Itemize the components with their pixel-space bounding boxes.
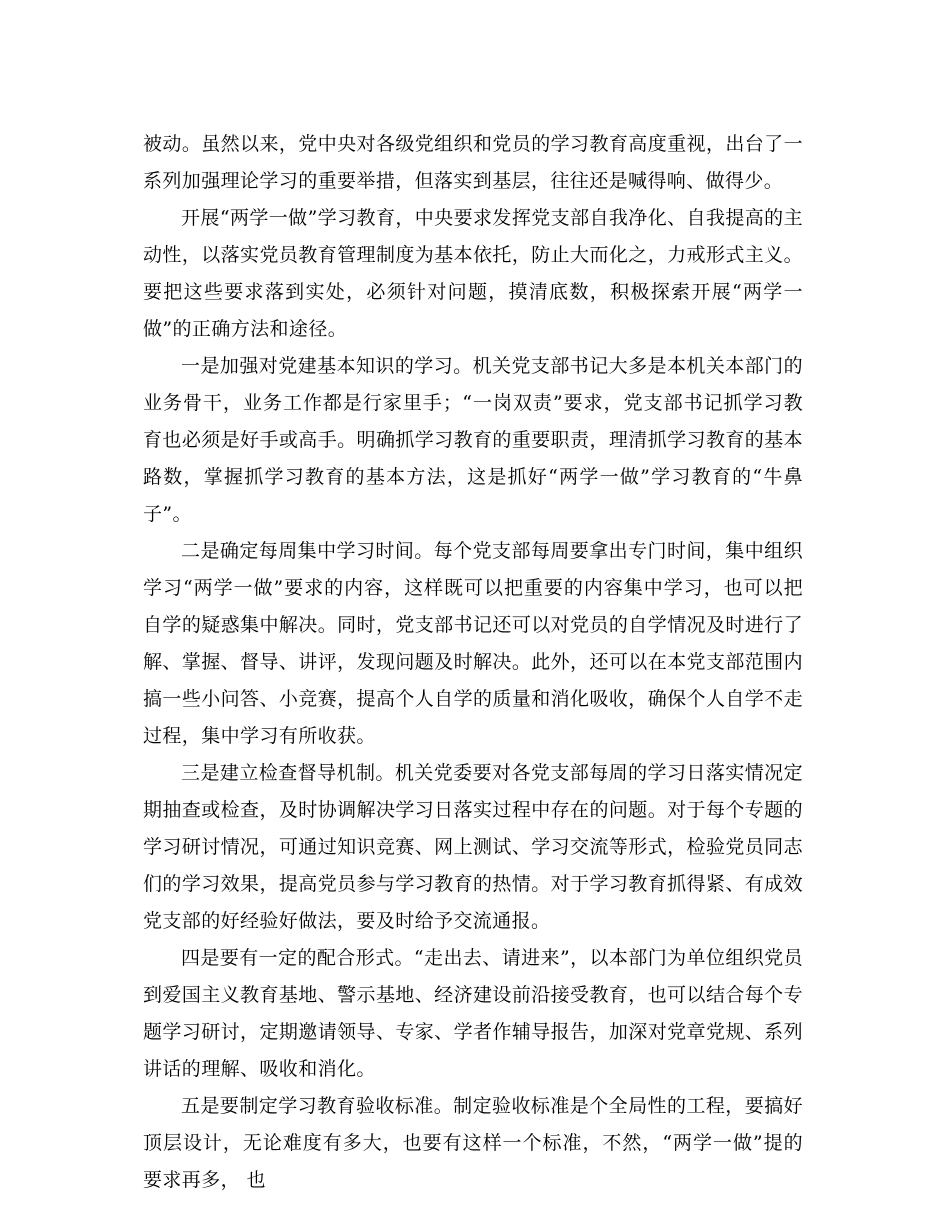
document-body	[143, 126, 803, 1199]
paragraph-point-two: 二是确定每周集中学习时间。每个党支部每周要拿出专门时间，集中组织学习“两学一做”要求的内容，这样既可以把重要的内容集中学习，也可以把自学的疑惑集中解决。同时，党支部书记还可以对党员的自学情况及时进行了解、掌握、督导、讲评，发现问题及时解决。此外，还可以在本党支部范围内搞一些小问答、小竞赛，提高个人自学的质量和消化吸收，确保个人自学不走过程，集中学习有所收获。	[143, 540, 803, 747]
paragraph-two-study-intro: 开展“两学一做”学习教育，中央要求发挥党支部自我净化、自我提高的主动性，以落实党员教育管理制度为基本依托，防止大而化之，力戒形式主义。要把这些要求落到实处，必须针对问题，摸清底数，积极探索开展“两学一做”的正确方法和途径。	[143, 207, 803, 340]
paragraph-point-five: 五是要制定学习教育验收标准。制定验收标准是个全局性的工程，要搞好顶层设计，无论难度有多大，也要有这样一个标准，不然，“两学一做”提的要求再多， 也	[143, 1095, 803, 1191]
paragraph-point-one: 一是加强对党建基本知识的学习。机关党支部书记大多是本机关本部门的业务骨干，业务工作都是行家里手；“一岗双责”要求，党支部书记抓学习教育也必须是好手或高手。明确抓学习教育的重要职责，理清抓学习教育的基本路数，掌握抓学习教育的基本方法，这是抓好“两学一做”学习教育的“牛鼻子”。	[143, 355, 803, 525]
paragraph-continuation: 被动。虽然以来，党中央对各级党组织和党员的学习教育高度重视，出台了一系列加强理论学习的重要举措，但落实到基层，往往还是喊得响、做得少。	[143, 133, 803, 192]
paragraph-point-three: 三是建立检查督导机制。机关党委要对各党支部每周的学习日落实情况定期抽查或检查，及时协调解决学习日落实过程中存在的问题。对于每个专题的学习研讨情况，可通过知识竞赛、网上测试、学习交流等形式，检验党员同志们的学习效果，提高党员参与学习教育的热情。对于学习教育抓得紧、有成效党支部的好经验好做法，要及时给予交流通报。	[143, 762, 803, 932]
paragraph-point-four: 四是要有一定的配合形式。“走出去、请进来”，以本部门为单位组织党员到爱国主义教育基地、警示基地、经济建设前沿接受教育，也可以结合每个专题学习研讨，定期邀请领导、专家、学者作辅导报告，加深对党章党规、系列讲话的理解、吸收和消化。	[143, 947, 803, 1080]
